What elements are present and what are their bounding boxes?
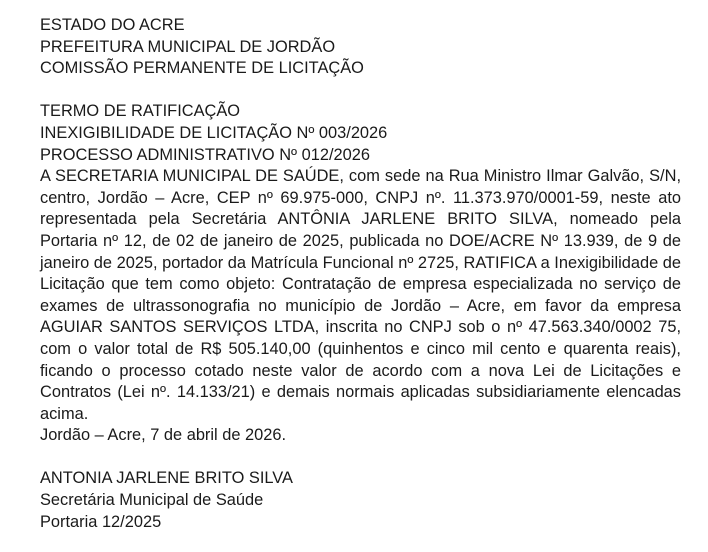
ratification-paragraph: A SECRETARIA MUNICIPAL DE SAÚDE, com sede na Rua Ministro Ilmar Galvão, S/N, centro, Jordão – Acre, CEP nº 69.975-000, CNPJ nº. 11.373.970/0001-59, neste ato representada pela Secretária ANTÔNIA JARLENE BRITO SILVA, nomeado pela Portaria nº 12, de 02 de janeiro de 2025, publicada no DOE/ACRE Nº 13.939, de 9 de janeiro de 2025, portador da Matrícula Funcional nº 2725, RATIFICA a Inexigibilidade de Licitação que tem como objeto: Contratação de empresa especializada no serviço de exames de ultrassonografia no município de Jordão – Acre, em favor da empresa AGUIAR SANTOS SERVIÇOS LTDA, inscrita no CNPJ sob o nº 47.563.340/0002 75, com o valor total de R$ 505.140,00 (quinhentos e cinco mil cento e quarenta reais), ficando o processo cotado neste valor de acordo com a nova Lei de Licitações e Contratos (Lei nº. 14.133/21) e demais normais aplicadas subsidiariamente elencadas acima. <box>40 167 681 423</box>
process-number: PROCESSO ADMINISTRATIVO Nº 012/2026 <box>40 145 370 164</box>
municipality-heading: PREFEITURA MUNICIPAL DE JORDÃO <box>40 37 336 56</box>
state-heading: ESTADO DO ACRE <box>40 16 185 34</box>
inexigibility-number: INEXIGIBILIDADE DE LICITAÇÃO Nº 003/2026 <box>40 123 388 142</box>
place-date: Jordão – Acre, 7 de abril de 2026. <box>40 426 287 445</box>
signatory-ordinance: Portaria 12/2025 <box>40 512 162 531</box>
spacer <box>40 447 681 469</box>
signatory-role: Secretária Municipal de Saúde <box>40 491 264 510</box>
spacer <box>40 80 681 102</box>
document <box>40 15 681 533</box>
commission-heading: COMISSÃO PERMANENTE DE LICITAÇÃO <box>40 59 364 78</box>
term-title: TERMO DE RATIFICAÇÃO <box>40 102 241 121</box>
signatory-name: ANTONIA JARLENE BRITO SILVA <box>40 469 293 488</box>
